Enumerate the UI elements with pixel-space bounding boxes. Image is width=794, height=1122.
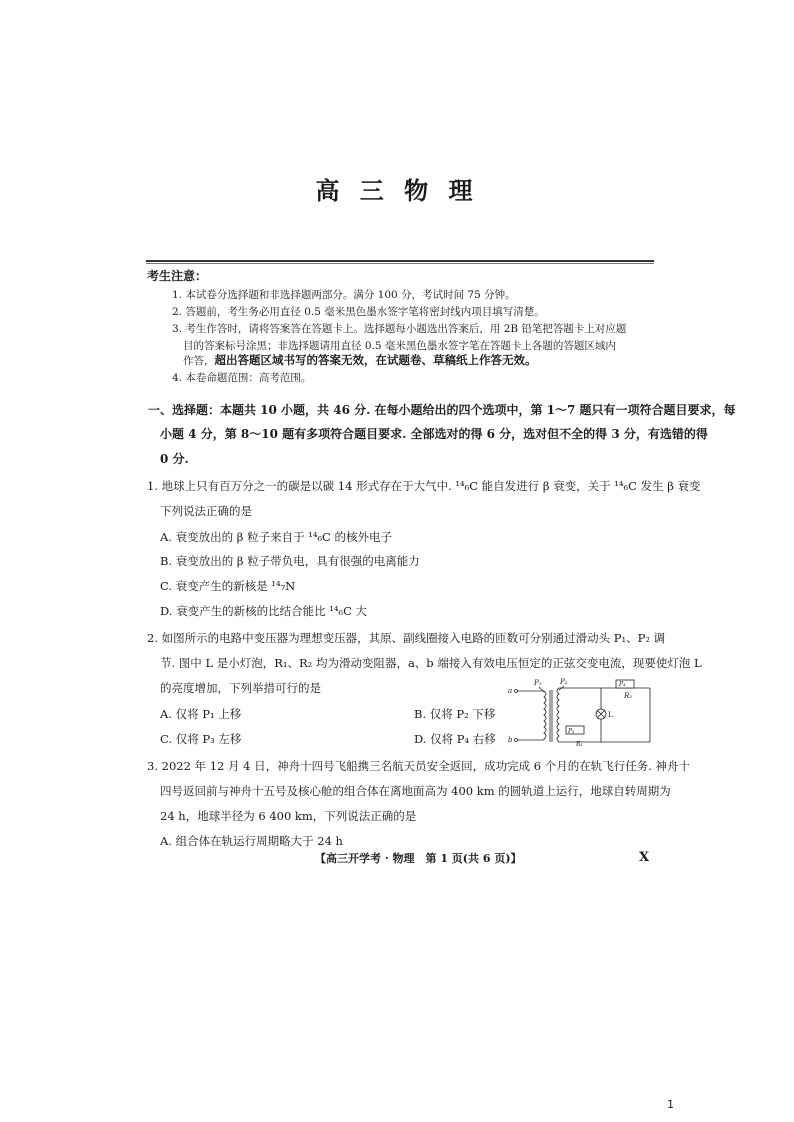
question-2-option-c: C. 仅将 P₃ 左移: [160, 732, 242, 746]
primary-coil: [544, 691, 546, 740]
footer-mark: X: [639, 850, 650, 865]
page-title: 高 三 物 理: [315, 176, 479, 205]
question-2-stem: 2. 如图所示的电路中变压器为理想变压器，其原、副线圈接入电路的匝数可分别通过滑动头 P₁、P₂ 调: [147, 631, 666, 645]
terminal-a: [515, 690, 518, 693]
notice-item-3-cont: 目的答案标号涂黑；非选择题请用直径 0.5 毫米黑色墨水签字笔在答题卡上各题的答题区域内: [183, 340, 616, 352]
question-1-stem: 1. 地球上只有百万分之一的碳是以碳 14 形式存在于大气中. ¹⁴₆C 能自发进行 β 衰变，关于 ¹⁴₆C 发生 β 衰变: [147, 479, 701, 493]
notice-item-2: 2. 答题前，考生务必用直径 0.5 毫米黑色墨水签字笔将密封线内项目填写清楚。: [172, 306, 545, 318]
slider-p3-label: P₃: [568, 728, 575, 735]
question-2-option-b: B. 仅将 P₂ 下移: [414, 707, 496, 721]
page-number: 1: [667, 1098, 674, 1111]
question-3-stem: 3. 2022 年 12 月 4 日，神舟十四号飞船携三名航天员安全返回，成功完成 6 个月的在轨飞行任务. 神舟十: [147, 759, 691, 773]
question-1-option-b: B. 衰变放出的 β 粒子带负电，具有很强的电离能力: [160, 554, 420, 568]
notice-item-3: 3. 考生作答时，请将答案答在答题卡上。选择题每小题选出答案后，用 2B 铅笔把答题卡上对应题: [172, 323, 627, 335]
question-2-option-a: A. 仅将 P₁ 上移: [160, 707, 242, 721]
question-3-stem-cont: 四号返回前与神舟十五号及核心舱的组合体在离地面高为 400 km 的圆轨道上运行，地球自转周期为: [160, 784, 671, 798]
notice-item-3-emphasis: 超出答题区域书写的答案无效，在试题卷、草稿纸上作答无效。: [214, 353, 537, 367]
secondary-coil: [557, 688, 559, 742]
rheostat-r1-label: R₁: [576, 741, 583, 746]
question-1-stem-cont: 下列说法正确的是: [160, 504, 252, 518]
section-instructions-1: 一、选择题：本题共 10 小题，共 46 分. 在每小题给出的四个选项中，第 1～7 题只有一项符合题目要求，每: [148, 403, 736, 417]
lamp-l-label: L: [608, 711, 613, 719]
terminal-b-label: b: [508, 736, 513, 744]
question-1-option-a: A. 衰变放出的 β 粒子来自于 ¹⁴₆C 的核外电子: [160, 530, 393, 544]
notice-heading: 考生注意：: [147, 269, 208, 283]
question-3-stem-cont2: 24 h，地球半径为 6 400 km，下列说法正确的是: [160, 809, 417, 823]
rheostat-r2-label: R₂: [624, 692, 633, 700]
question-3-option-a: A. 组合体在轨运行周期略大于 24 h: [160, 834, 343, 848]
question-1-option-d: D. 衰变产生的新核的比结合能比 ¹⁴₆C 大: [160, 604, 368, 618]
slider-p2-label: P₂: [560, 678, 568, 686]
notice-item-1: 1. 本试卷分选择题和非选择题两部分。满分 100 分，考试时间 75 分钟。: [172, 289, 516, 301]
notice-item-3-lead: 作答，: [183, 355, 215, 367]
transformer-circuit-diagram: [506, 676, 656, 746]
notice-item-4: 4. 本卷命题范围：高考范围。: [172, 372, 312, 384]
question-1-option-c: C. 衰变产生的新核是 ¹⁴₇N: [160, 579, 296, 593]
title-divider-thin: [146, 263, 654, 264]
section-instructions-2: 小题 4 分，第 8～10 题有多项符合题目要求. 全部选对的得 6 分，选对但不全的得 3 分，有选错的得: [160, 427, 708, 441]
slider-p1-label: P₁: [534, 679, 542, 687]
notice-item-3-cont2: [183, 352, 537, 368]
question-2-stem-cont2: 的亮度增加，下列举措可行的是: [160, 681, 321, 695]
title-divider: [146, 260, 654, 262]
section-instructions-3: 0 分.: [160, 452, 189, 466]
terminal-b: [515, 739, 518, 742]
page-footer: 【高三开学考 · 物理 第 1 页(共 6 页)】: [315, 852, 522, 865]
question-2-option-d: D. 仅将 P₄ 右移: [414, 732, 496, 746]
slider-p4-label: P₄: [619, 681, 626, 688]
question-2-stem-cont: 节. 图中 L 是小灯泡，R₁、R₂ 均为滑动变阻器，a、b 端接入有效电压恒定的正弦交变电流，现要使灯泡 L: [160, 656, 702, 670]
terminal-a-label: a: [508, 687, 513, 695]
